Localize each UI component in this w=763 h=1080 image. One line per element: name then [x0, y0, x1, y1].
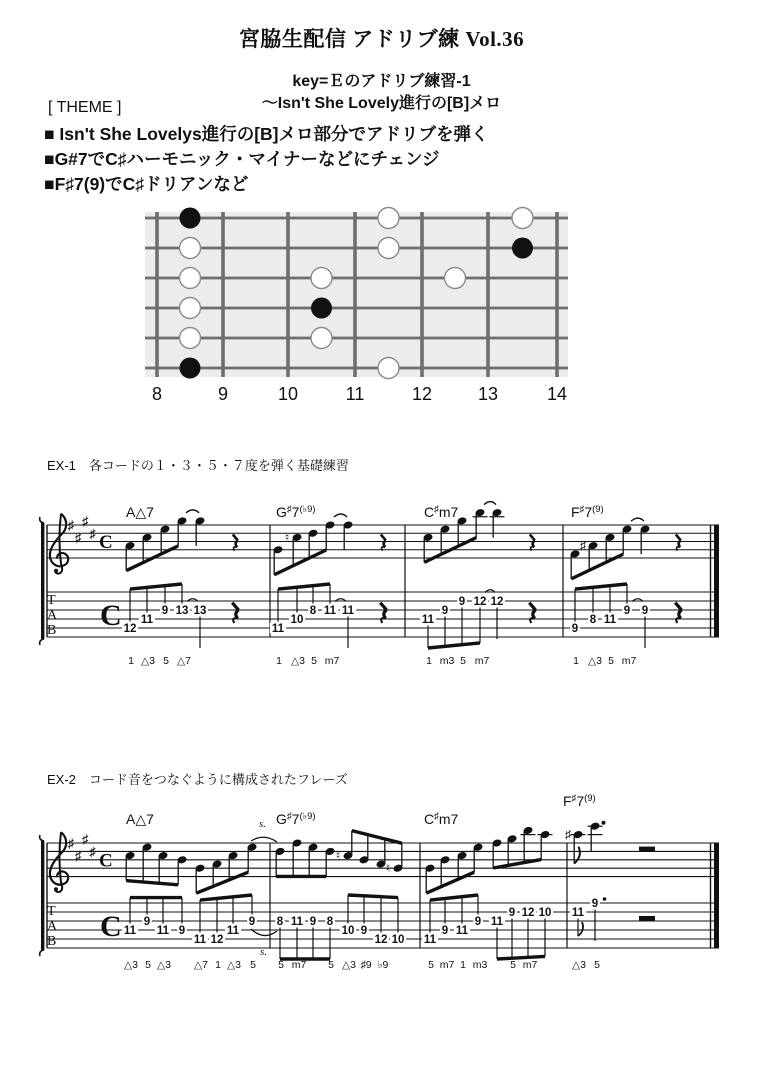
degree-label: m7: [324, 655, 340, 667]
scale-note-dot: [512, 208, 533, 229]
tab-beam: [130, 584, 182, 589]
scale-note-dot: [378, 238, 399, 259]
tab-fret-number: 12: [374, 934, 388, 946]
tab-beam: [200, 895, 252, 900]
tie: [484, 502, 496, 505]
beam: [126, 881, 178, 885]
root-note-label: C♯: [183, 211, 195, 225]
tab-fret-number: 8: [589, 614, 597, 626]
guitar-string: [145, 277, 568, 280]
key-signature-sharp: ♯: [67, 517, 75, 533]
tab-fret-number: 10: [290, 614, 304, 626]
tab-fret-number: 9: [508, 907, 516, 919]
tab-fret-number: 8: [326, 916, 334, 928]
fret-wire: [353, 212, 357, 377]
tab-beam: [348, 895, 398, 898]
tab-fret-number: 11: [341, 605, 355, 617]
theme-label: [ THEME ]: [48, 99, 122, 116]
tab-fret-number: 9: [248, 916, 256, 928]
guitar-string: [145, 337, 568, 340]
tab-fret-number: 13: [193, 605, 207, 617]
tab-fret-number: 9: [623, 605, 631, 617]
key-signature-sharp: ♯: [74, 848, 82, 864]
final-barline-thick: [714, 525, 719, 637]
theme-item: ■F♯7(9)でC♯ドリアンなど: [44, 174, 249, 194]
final-barline-thick: [714, 843, 719, 948]
half-rest: [639, 847, 655, 852]
degree-label: 5: [510, 959, 516, 971]
page-title: 宮脇生配信 アドリブ練 Vol.36: [238, 27, 525, 51]
beam: [274, 550, 326, 575]
slide-mark: s.: [259, 818, 267, 830]
tab-fret-number: 11: [490, 916, 504, 928]
degree-label: 5: [145, 959, 151, 971]
tie: [334, 514, 347, 517]
half-rest: [639, 916, 655, 921]
tab-fret-number: 8: [276, 916, 284, 928]
root-note-label: C♯: [515, 241, 528, 255]
tab-fret-number: 13: [175, 605, 189, 617]
tab-beam: [430, 895, 478, 900]
accidental: ♯: [565, 827, 571, 842]
degree-label: 5: [594, 959, 600, 971]
degree-label: 5: [460, 655, 466, 667]
tab-beam: [497, 956, 545, 959]
page-subtitle-1: key=Ｅのアドリブ練習-1: [292, 73, 471, 90]
quarter-rest: [380, 603, 386, 623]
measure: [420, 502, 536, 667]
scale-note-dot: [378, 358, 399, 379]
chord-symbol: F♯7$^{(9)}$: [571, 504, 604, 520]
beam: [196, 872, 248, 893]
tab-beam: [278, 584, 330, 589]
tab-fret-number: 9: [571, 623, 579, 635]
tab-fret-number: 11: [571, 907, 585, 919]
accidental: ♯: [580, 538, 586, 553]
degree-label: 1: [276, 655, 282, 667]
key-signature-sharp: ♯: [89, 843, 96, 859]
tab-fret-number: 11: [323, 605, 337, 617]
augmentation-dot: [602, 821, 606, 825]
degree-label: △3: [572, 959, 586, 971]
chord-symbol: A△7: [126, 811, 154, 827]
degree-label: △3: [141, 655, 155, 667]
tab-letter: A: [47, 608, 58, 623]
fret-wire: [555, 212, 559, 377]
tab-letter: T: [47, 904, 56, 919]
tab-fret-number: 10: [341, 925, 355, 937]
degree-label: m7: [621, 655, 637, 667]
eighth-flag: [574, 847, 580, 864]
measure: [422, 811, 553, 971]
degree-label: 5: [428, 959, 434, 971]
beam: [352, 831, 402, 844]
quarter-rest: [232, 603, 238, 623]
quarter-rest: [676, 535, 681, 551]
tab-beam: [428, 643, 480, 648]
degree-label: 5: [163, 655, 169, 667]
degree-label: 5: [328, 959, 334, 971]
tab-fret-number: 12: [490, 596, 504, 608]
theme-item: ■G#7でC♯ハーモニック・マイナーなどにチェンジ: [44, 149, 440, 169]
scale-note-dot: [180, 298, 201, 319]
chord-symbol: F♯7$^{(9)}$: [563, 793, 596, 809]
tie: [186, 510, 199, 513]
degree-label: 5: [311, 655, 317, 667]
degree-label: ♯9: [360, 959, 372, 971]
key-signature-sharp: ♯: [82, 831, 89, 847]
quarter-rest: [529, 603, 535, 623]
tab-fret-number: 11: [455, 925, 469, 937]
degree-label: △3: [227, 959, 241, 971]
scale-note-dot: [180, 238, 201, 259]
chord-symbol: $G^♯7^{(♭9)}$: [276, 811, 316, 827]
scale-note-dot: [180, 328, 201, 349]
tab-fret-number: 8: [309, 605, 317, 617]
degree-label: △7: [177, 655, 191, 667]
accidental: ♮: [335, 848, 341, 863]
fret-number-label: 10: [277, 384, 299, 404]
measure: [275, 811, 407, 971]
tab-fret-number: 11: [271, 623, 285, 635]
degree-label: ♭9: [377, 959, 389, 971]
tab-letter: B: [47, 934, 57, 949]
tab-fret-number: 11: [603, 614, 617, 626]
degree-label: m7: [522, 959, 538, 971]
measure: [270, 504, 387, 667]
scale-note-dot: [180, 268, 201, 289]
tab-fret-number: 11: [290, 916, 304, 928]
quarter-rest: [530, 535, 535, 551]
degree-label: 1: [460, 959, 466, 971]
scale-note-dot: [378, 208, 399, 229]
accidental: ♮: [284, 530, 290, 545]
tab-fret-number: 11: [123, 925, 137, 937]
tab-fret-number: 12: [123, 623, 137, 635]
tab-letter: B: [47, 623, 57, 638]
time-signature: C: [99, 850, 113, 872]
tab-fret-number: 9: [441, 925, 449, 937]
measure: [122, 811, 258, 971]
tab-fret-number: 11: [421, 614, 435, 626]
degree-label: m7: [474, 655, 490, 667]
tab-fret-number: 9: [591, 898, 599, 910]
tab-fret-number: 9: [474, 916, 482, 928]
tab-fret-number: 11: [156, 925, 170, 937]
degree-label: 5: [278, 959, 284, 971]
key-signature-sharp: ♯: [67, 835, 75, 851]
fret-number-label: 11: [345, 384, 365, 404]
tab-letter: A: [47, 919, 58, 934]
guitar-string: [145, 307, 568, 310]
key-signature-sharp: ♯: [82, 513, 89, 529]
degree-label: △3: [291, 655, 305, 667]
time-signature: C: [99, 532, 113, 553]
tab-fret-number: 10: [538, 907, 552, 919]
tab-fret-number: 9: [161, 605, 169, 617]
tab-fret-number: 9: [641, 605, 649, 617]
beam: [426, 872, 474, 893]
degree-label: 5: [608, 655, 614, 667]
ex1-heading: EX-1 各コードの１・３・５・７度を弾く基礎練習: [47, 458, 349, 473]
fret-number-label: 13: [477, 384, 499, 404]
fret-wire: [155, 212, 159, 377]
degree-label: △3: [157, 959, 171, 971]
measure: [570, 504, 682, 667]
fret-wire: [286, 212, 290, 377]
augmentation-dot: [603, 897, 607, 901]
slide-mark: s.: [260, 946, 268, 958]
fretboard-diagram: [145, 208, 568, 405]
theme-item: ■ Isn't She Lovelys進行の[B]メロ部分でアドリブを弾く: [44, 124, 489, 144]
degree-label: 1: [426, 655, 432, 667]
guitar-string: [145, 247, 568, 250]
scale-note-dot: [445, 268, 466, 289]
fret-number-label: 12: [411, 384, 433, 404]
degree-label: 5: [250, 959, 256, 971]
beam: [493, 860, 541, 868]
key-signature-sharp: ♯: [89, 525, 96, 541]
tab-fret-number: 12: [210, 934, 224, 946]
tab-letter: T: [47, 593, 56, 608]
ex1-system: [40, 502, 719, 667]
measure: [563, 793, 655, 971]
tab-fret-number: 12: [473, 596, 487, 608]
degree-label: m3: [439, 655, 455, 667]
fret-number-label: 14: [546, 384, 568, 404]
degree-label: △3: [124, 959, 138, 971]
quarter-rest: [233, 535, 238, 551]
degree-label: △3: [588, 655, 602, 667]
eighth-flag: [578, 922, 583, 936]
ex2-heading: EX-2 コード音をつなぐように構成されたフレーズ: [47, 772, 348, 787]
scale-note-dot: [311, 328, 332, 349]
fret-wire: [420, 212, 424, 377]
system-bracket: [41, 841, 44, 950]
tab-time-signature: C: [100, 910, 122, 943]
tab-fret-number: 11: [140, 614, 154, 626]
degree-label: m7: [439, 959, 455, 971]
tab-fret-number: 9: [458, 596, 466, 608]
scale-note-dot: [311, 268, 332, 289]
root-note-label: C♯: [183, 361, 195, 375]
guitar-string: [145, 367, 568, 370]
tab-beam: [575, 584, 627, 589]
degree-label: 1: [128, 655, 134, 667]
chord-symbol: C♯m7: [424, 504, 459, 520]
tab-fret-number: 9: [309, 916, 317, 928]
degree-label: 1: [215, 959, 221, 971]
treble-clef-icon: [50, 832, 68, 892]
degree-label: 1: [573, 655, 579, 667]
tab-fret-number: 9: [441, 605, 449, 617]
root-note-label: C♯: [314, 301, 327, 315]
tab-time-signature: C: [100, 599, 122, 632]
guitar-string: [145, 217, 568, 220]
ex2-system: [40, 793, 719, 971]
tab-fret-number: 11: [226, 925, 240, 937]
accidental: ♮: [385, 861, 391, 876]
fret-wire: [221, 212, 225, 377]
page-subtitle-2: ～Isn't She Lovely進行の[B]メロ: [261, 95, 502, 112]
quarter-rest: [675, 603, 681, 623]
slide-curve: [251, 837, 277, 842]
fret-wire: [486, 212, 490, 377]
tab-fret-number: 9: [143, 916, 151, 928]
chord-symbol: $G^♯7^{(♭9)}$: [276, 504, 316, 520]
chord-symbol: C♯m7: [424, 811, 459, 827]
tab-fret-number: 11: [423, 934, 437, 946]
tie: [631, 518, 644, 521]
fret-number-label: 9: [217, 384, 229, 404]
tab-fret-number: 12: [521, 907, 535, 919]
tab-fret-number: 10: [391, 934, 405, 946]
fret-number-label: 8: [151, 384, 163, 404]
quarter-rest: [381, 535, 386, 551]
measure: [122, 504, 239, 667]
treble-clef-icon: [50, 514, 68, 574]
degree-label: △3: [342, 959, 356, 971]
key-signature-sharp: ♯: [74, 529, 82, 545]
chord-symbol: A△7: [126, 504, 154, 520]
tab-fret-number: 9: [178, 925, 186, 937]
degree-label: m7: [291, 959, 307, 971]
tab-fret-number: 11: [193, 934, 207, 946]
system-bracket: [41, 523, 44, 639]
tab-fret-number: 9: [360, 925, 368, 937]
degree-label: m3: [472, 959, 488, 971]
degree-label: △7: [194, 959, 208, 971]
